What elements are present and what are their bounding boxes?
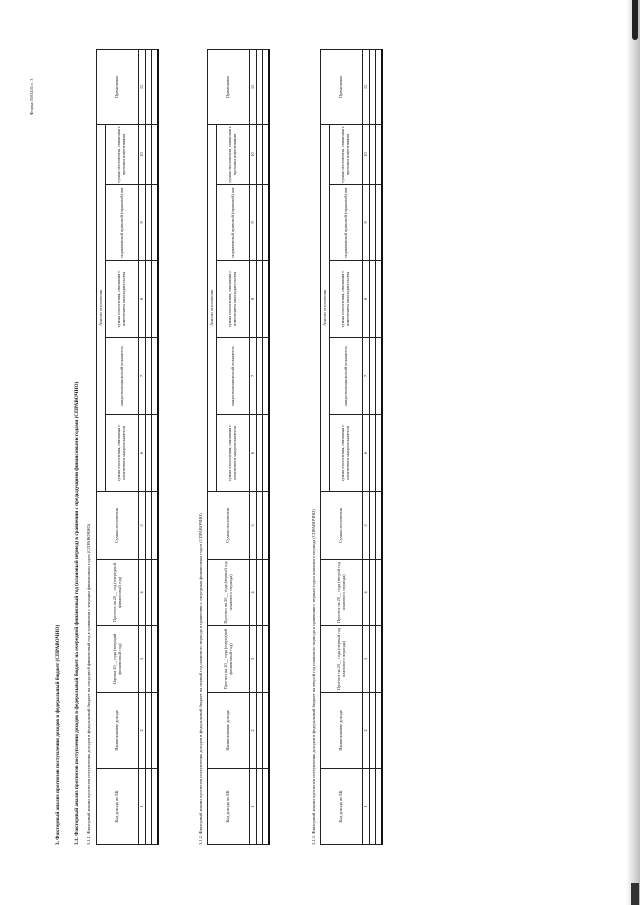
column-number: 5 (363, 492, 370, 560)
column-number: 1 (250, 769, 257, 845)
table-cell (376, 693, 383, 769)
header-col9: нормативный правовой (правовой) акт (330, 185, 363, 261)
header-kbk: Код дохода по БК (97, 769, 139, 845)
header-col4: Прогноз на 20__ года (второй год планового периода) (321, 560, 363, 626)
table-3-1-1-title: 3.1.1. Факторный анализ прогнозов поступления доходов в федеральный бюджет на очередной финансовый год в сравнении с текущим финансовым годом (СПРАВОЧНО) (86, 523, 91, 845)
column-number: 6 (363, 415, 370, 492)
header-col11: Примечание (97, 49, 139, 124)
table-3-1-1 (96, 49, 159, 845)
header-col5: Сумма отклонения (208, 492, 250, 560)
column-number: 7 (139, 338, 146, 415)
column-number: 2 (250, 693, 257, 769)
header-col7: макроэкономический показатель (330, 338, 363, 415)
header-name: Наименование дохода (97, 693, 139, 769)
column-number: 11 (139, 49, 146, 124)
column-number: 5 (250, 492, 257, 560)
header-col10: сумма отклонения, связанная с прочими изменениями (330, 124, 363, 184)
table-cell (152, 769, 159, 845)
header-col3: Прогноз на 20__ года (очередной финансовый год) (208, 626, 250, 693)
header-col4: Прогноз на 20__ год (очередной финансовый год) (97, 560, 139, 626)
table-3-1-2-title: 3.1.2. Факторный анализ прогнозов поступления доходов в федеральный бюджет на первый год планового периода в сравнении с очередным финансовым годом (СПРАВОЧНО) (198, 513, 203, 845)
column-number: 8 (250, 261, 257, 338)
table-cell (263, 492, 270, 560)
table-cell (152, 49, 159, 124)
header-col4: Прогноз на 20__ года (первый год планового периода) (208, 560, 250, 626)
table-cell (376, 415, 383, 492)
column-number: 4 (250, 560, 257, 626)
column-number: 2 (139, 693, 146, 769)
table-cell (152, 626, 159, 693)
table-cell (263, 261, 270, 338)
header-name: Наименование дохода (208, 693, 250, 769)
column-number: 5 (139, 492, 146, 560)
column-number: 8 (139, 261, 146, 338)
table-cell (263, 560, 270, 626)
table-cell (263, 49, 270, 124)
column-number: 4 (363, 560, 370, 626)
column-number: 6 (250, 415, 257, 492)
header-col9: нормативный правовой (правовой) акт (106, 185, 139, 261)
column-number: 11 (250, 49, 257, 124)
table-cell (152, 492, 159, 560)
column-number: 7 (250, 338, 257, 415)
column-number: 9 (139, 185, 146, 261)
header-col6: сумма отклонения, связанная с изменением макропоказателя (330, 415, 363, 492)
header-analysis: Анализ отклонения (97, 124, 106, 491)
header-col6: сумма отклонения, связанная с изменением макропоказателя (217, 415, 250, 492)
column-number: 3 (250, 626, 257, 693)
table-cell (263, 124, 270, 184)
table-cell (376, 769, 383, 845)
table-cell (152, 261, 159, 338)
form-label: Форма 0503435 с. 3 (29, 78, 34, 115)
header-analysis: Анализ отклонения (208, 124, 217, 491)
table-cell (376, 560, 383, 626)
table-cell (263, 626, 270, 693)
table-cell (152, 693, 159, 769)
header-analysis: Анализ отклонения (321, 124, 330, 491)
header-col5: Сумма отклонения (321, 492, 363, 560)
table-cell (152, 560, 159, 626)
column-number: 10 (139, 124, 146, 184)
header-col7: макроэкономический показатель (106, 338, 139, 415)
header-col5: Сумма отклонения (97, 492, 139, 560)
table-cell (376, 124, 383, 184)
table-cell (376, 626, 383, 693)
column-number: 3 (139, 626, 146, 693)
column-number: 3 (363, 626, 370, 693)
table-cell (152, 124, 159, 184)
table-cell (263, 693, 270, 769)
table-cell (263, 769, 270, 845)
header-col8: сумма отклонения, связанная с изменением законодательства (330, 261, 363, 338)
column-number: 6 (139, 415, 146, 492)
table-3-1-3 (320, 49, 383, 845)
table-cell (263, 185, 270, 261)
column-number: 10 (250, 124, 257, 184)
header-col6: сумма отклонения, связанная с изменением макропоказателя (106, 415, 139, 492)
header-col9: нормативный правовой (правовой) акт (217, 185, 250, 261)
section-3-title: 3. Факторный анализ прогнозов поступления доходов в федеральный бюджет (СПРАВОЧНО) (55, 624, 61, 845)
column-number: 2 (363, 693, 370, 769)
table-3-1-3-title: 3.1.3. Факторный анализ прогнозов поступления доходов в федеральный бюджет на второй год планового периода в сравнении с первым годом планового периода (СПРАВОЧНО) (311, 509, 316, 845)
header-col11: Примечание (208, 49, 250, 124)
table-cell (152, 338, 159, 415)
table-cell (263, 338, 270, 415)
table-cell (152, 185, 159, 261)
column-number: 1 (363, 769, 370, 845)
column-number: 9 (363, 185, 370, 261)
section-3-1-title: 3.1. Факторный анализ прогнозов поступления доходов в федеральный бюджет на очередной финансовый год (плановый период) в сравнении с предыдущими финансовыми годами (СПРАВОЧНО) (74, 381, 80, 845)
table-cell (376, 185, 383, 261)
header-col8: сумма отклонения, связанная с изменением законодательства (217, 261, 250, 338)
header-col3: Оценка 20__ года (текущий финансовый год) (97, 626, 139, 693)
header-col10: сумма отклонения, связанная с прочими изменениями (217, 124, 250, 184)
header-col7: макроэкономический показатель (217, 338, 250, 415)
column-number: 11 (363, 49, 370, 124)
column-number: 1 (139, 769, 146, 845)
header-name: Наименование дохода (321, 693, 363, 769)
table-cell (263, 415, 270, 492)
header-col8: сумма отклонения, связанная с изменением законодательства (106, 261, 139, 338)
header-col3: Прогноз на 20__ года (первый год планового периода) (321, 626, 363, 693)
table-cell (376, 338, 383, 415)
column-number: 8 (363, 261, 370, 338)
table-cell (376, 492, 383, 560)
header-col10: сумма отклонения, связанная с прочими изменениями (106, 124, 139, 184)
column-number: 7 (363, 338, 370, 415)
column-number: 9 (250, 185, 257, 261)
table-cell (152, 415, 159, 492)
column-number: 4 (139, 560, 146, 626)
table-cell (376, 261, 383, 338)
table-cell (376, 49, 383, 124)
table-3-1-2 (207, 49, 270, 845)
column-number: 10 (363, 124, 370, 184)
header-kbk: Код дохода по БК (321, 769, 363, 845)
header-col11: Примечание (321, 49, 363, 124)
header-kbk: Код дохода по БК (208, 769, 250, 845)
